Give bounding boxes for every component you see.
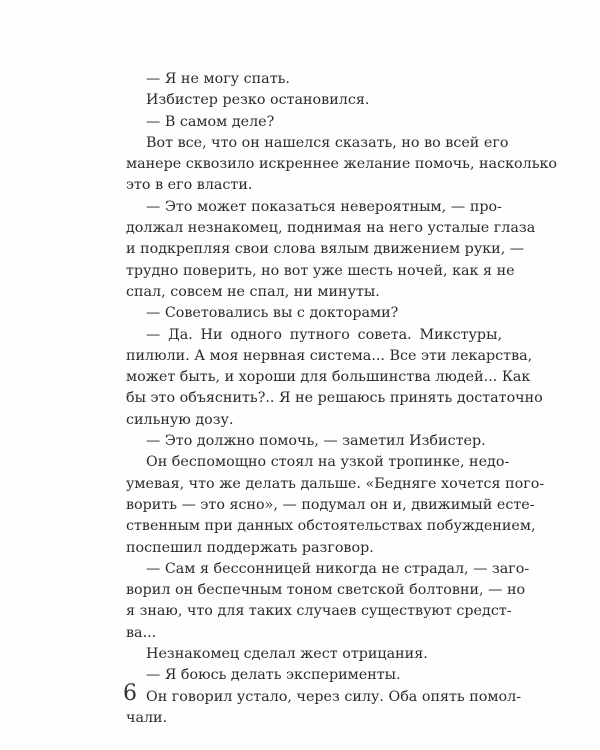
text-line: сильную дозу. [126,411,234,428]
text-line: спал, совсем не спал, ни минуты. [126,283,380,300]
text-line: должал незнакомец, поднимая на него усталые глаза [126,220,536,237]
text-line: я знаю, что для таких случаев существуют средст- [126,603,512,620]
text-line: — Да. Ни одного путного совета. Микстуры, [146,326,502,343]
text-line: умевая, что же делать дальше. «Бедняге хочется пого- [126,475,545,492]
text-line: пилюли. А моя нервная система... Все эти лекарства, [126,347,533,364]
text-line: — Я боюсь делать эксперименты. [146,667,401,684]
text-line: Он беспомощно стоял на узкой тропинке, недо- [146,454,510,471]
text-line: бы это объяснить?.. Я не решаюсь принять достаточно [126,390,543,407]
text-line: — Это должно помочь, — заметил Избистер. [146,433,486,450]
text-line: чали. [126,709,168,726]
text-line: это в его власти. [126,177,253,194]
text-line: — В самом деле? [146,113,275,130]
text-line: — Я не могу спать. [146,71,290,87]
text-line: манере сквозило искреннее желание помочь, насколько [126,156,558,173]
text-line: Избистер резко остановился. [146,92,370,109]
text-line: может быть, и хороши для большинства людей... Как [126,369,531,386]
text-line: ственным при данных обстоятельствах побуждением, [126,518,536,535]
text-line: Вот все, что он нашелся сказать, но во всей его [146,134,509,151]
text-line: ворить — это ясно», — подумал он и, движимый есте- [126,496,535,513]
body-text [126,69,558,729]
text-line: и подкрепляя свои слова вялым движением руки, — [126,241,525,258]
text-line: — Советовались вы с докторами? [146,305,399,322]
text-line: поспешил поддержать разговор. [126,539,374,556]
page-number: 6 [123,681,137,706]
text-line: Незнакомец сделал жест отрицания. [146,646,428,663]
text-line: ворил он беспечным тоном светской болтовни, — но [126,582,526,599]
text-line: трудно поверить, но вот уже шесть ночей, как я не [126,262,515,279]
text-line: Он говорил устало, через силу. Оба опять помол- [146,688,522,705]
text-line: — Это может показаться невероятным, — про- [146,198,502,215]
text-line: ва... [126,624,157,641]
text-line: — Сам я бессонницей никогда не страдал, — заго- [146,560,530,577]
